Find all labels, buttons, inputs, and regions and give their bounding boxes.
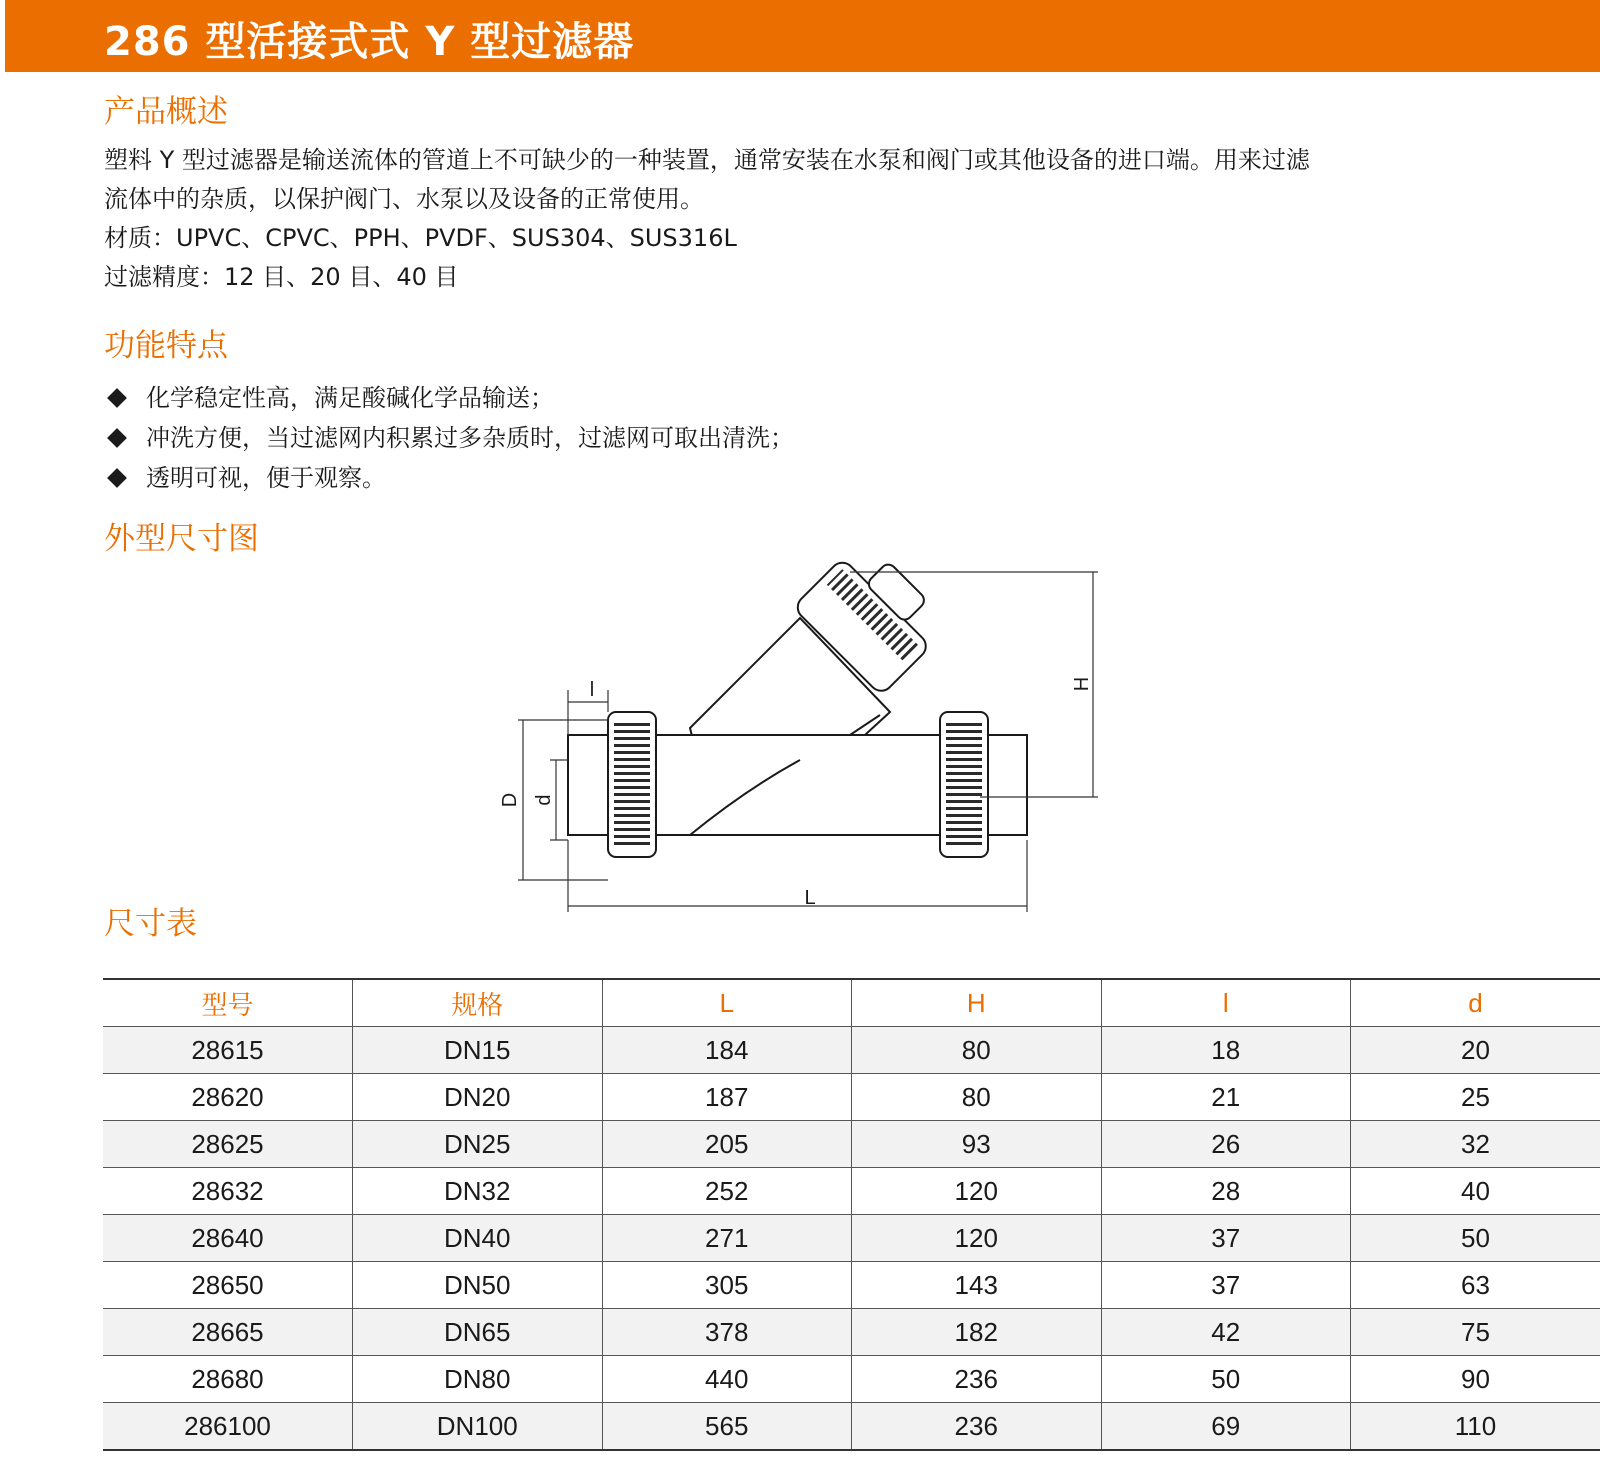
cell-l: 28 — [1101, 1168, 1351, 1215]
filter-precision-line: 过滤精度：12 目、20 目、40 目 — [104, 263, 459, 291]
cell-H: 80 — [852, 1027, 1102, 1074]
dim-label-H: H — [1071, 676, 1093, 692]
cell-H: 80 — [852, 1074, 1102, 1121]
cell-L: 305 — [602, 1262, 852, 1309]
cell-d: 63 — [1351, 1262, 1600, 1309]
table-row — [103, 1356, 1600, 1403]
cell-l: 18 — [1101, 1027, 1351, 1074]
page-title: 286 型活接式式 Y 型过滤器 — [104, 19, 635, 65]
cell-l: 42 — [1101, 1309, 1351, 1356]
dim-label-D: D — [499, 792, 521, 808]
table-row — [103, 1027, 1600, 1074]
bullet-diamond-icon — [107, 468, 127, 488]
feature-item — [104, 458, 386, 493]
col-header-l: l — [1101, 979, 1351, 1027]
cell-H: 182 — [852, 1309, 1102, 1356]
cell-model: 28680 — [103, 1356, 353, 1403]
cell-H: 120 — [852, 1215, 1102, 1262]
cell-L: 252 — [602, 1168, 852, 1215]
cell-d: 20 — [1351, 1027, 1600, 1074]
y-strainer-drawing — [490, 560, 1110, 920]
cell-l: 26 — [1101, 1121, 1351, 1168]
cell-model: 28615 — [103, 1027, 353, 1074]
material-line: 材质：UPVC、CPVC、PPH、PVDF、SUS304、SUS316L — [104, 224, 737, 252]
cell-d: 40 — [1351, 1168, 1600, 1215]
cell-L: 184 — [602, 1027, 852, 1074]
dim-label-d: d — [533, 794, 555, 806]
overview-heading: 产品概述 — [104, 94, 228, 130]
bullet-diamond-icon — [107, 388, 127, 408]
cell-model: 28665 — [103, 1309, 353, 1356]
cell-model: 28620 — [103, 1074, 353, 1121]
drawing-heading: 外型尺寸图 — [104, 521, 259, 557]
cell-L: 440 — [602, 1356, 852, 1403]
dim-label-L: L — [804, 887, 816, 909]
feature-text: 透明可视，便于观察。 — [146, 464, 386, 492]
cell-l: 69 — [1101, 1403, 1351, 1451]
cell-spec: DN20 — [353, 1074, 603, 1121]
cell-H: 236 — [852, 1403, 1102, 1451]
table-header-row — [103, 979, 1600, 1027]
table-row — [103, 1168, 1600, 1215]
cell-model: 286100 — [103, 1403, 353, 1451]
cell-L: 378 — [602, 1309, 852, 1356]
col-header-d: d — [1351, 979, 1600, 1027]
cell-d: 75 — [1351, 1309, 1600, 1356]
spec-table-heading: 尺寸表 — [104, 906, 197, 942]
feature-text: 冲洗方便，当过滤网内积累过多杂质时，过滤网可取出清洗； — [146, 424, 794, 452]
table-row — [103, 1215, 1600, 1262]
cell-H: 236 — [852, 1356, 1102, 1403]
cell-d: 32 — [1351, 1121, 1600, 1168]
left-pipe-end — [568, 735, 608, 835]
col-header-L: L — [602, 979, 852, 1027]
main-pipe — [655, 735, 940, 835]
cell-spec: DN50 — [353, 1262, 603, 1309]
table-row — [103, 1403, 1600, 1451]
cell-d: 25 — [1351, 1074, 1600, 1121]
cell-spec: DN40 — [353, 1215, 603, 1262]
col-header-spec: 规格 — [353, 979, 603, 1027]
table-row — [103, 1309, 1600, 1356]
dim-label-l: l — [589, 679, 595, 701]
cell-L: 187 — [602, 1074, 852, 1121]
overview-line: 塑料 Y 型过滤器是输送流体的管道上不可缺少的一种装置，通常安装在水泵和阀门或其他设备的进口端。用来过滤 — [104, 146, 1310, 174]
spec-table — [103, 978, 1600, 1451]
cell-l: 21 — [1101, 1074, 1351, 1121]
bullet-diamond-icon — [107, 428, 127, 448]
features-heading: 功能特点 — [104, 328, 228, 364]
cell-L: 205 — [602, 1121, 852, 1168]
cell-model: 28650 — [103, 1262, 353, 1309]
table-row — [103, 1074, 1600, 1121]
feature-item — [104, 418, 794, 453]
cell-spec: DN65 — [353, 1309, 603, 1356]
cell-spec: DN15 — [353, 1027, 603, 1074]
overview-line: 流体中的杂质，以保护阀门、水泵以及设备的正常使用。 — [104, 185, 704, 213]
col-header-model: 型号 — [103, 979, 353, 1027]
cell-H: 93 — [852, 1121, 1102, 1168]
cell-d: 50 — [1351, 1215, 1600, 1262]
cell-model: 28632 — [103, 1168, 353, 1215]
feature-item — [104, 378, 554, 413]
cell-model: 28625 — [103, 1121, 353, 1168]
cell-H: 120 — [852, 1168, 1102, 1215]
cell-l: 50 — [1101, 1356, 1351, 1403]
cell-l: 37 — [1101, 1262, 1351, 1309]
cell-H: 143 — [852, 1262, 1102, 1309]
cell-spec: DN80 — [353, 1356, 603, 1403]
cell-L: 271 — [602, 1215, 852, 1262]
table-row — [103, 1121, 1600, 1168]
cell-spec: DN32 — [353, 1168, 603, 1215]
cell-spec: DN25 — [353, 1121, 603, 1168]
cell-d: 110 — [1351, 1403, 1600, 1451]
cell-d: 90 — [1351, 1356, 1600, 1403]
cell-L: 565 — [602, 1403, 852, 1451]
feature-text: 化学稳定性高，满足酸碱化学品输送； — [146, 384, 554, 412]
cell-spec: DN100 — [353, 1403, 603, 1451]
cell-l: 37 — [1101, 1215, 1351, 1262]
col-header-H: H — [852, 979, 1102, 1027]
table-row — [103, 1262, 1600, 1309]
cell-model: 28640 — [103, 1215, 353, 1262]
